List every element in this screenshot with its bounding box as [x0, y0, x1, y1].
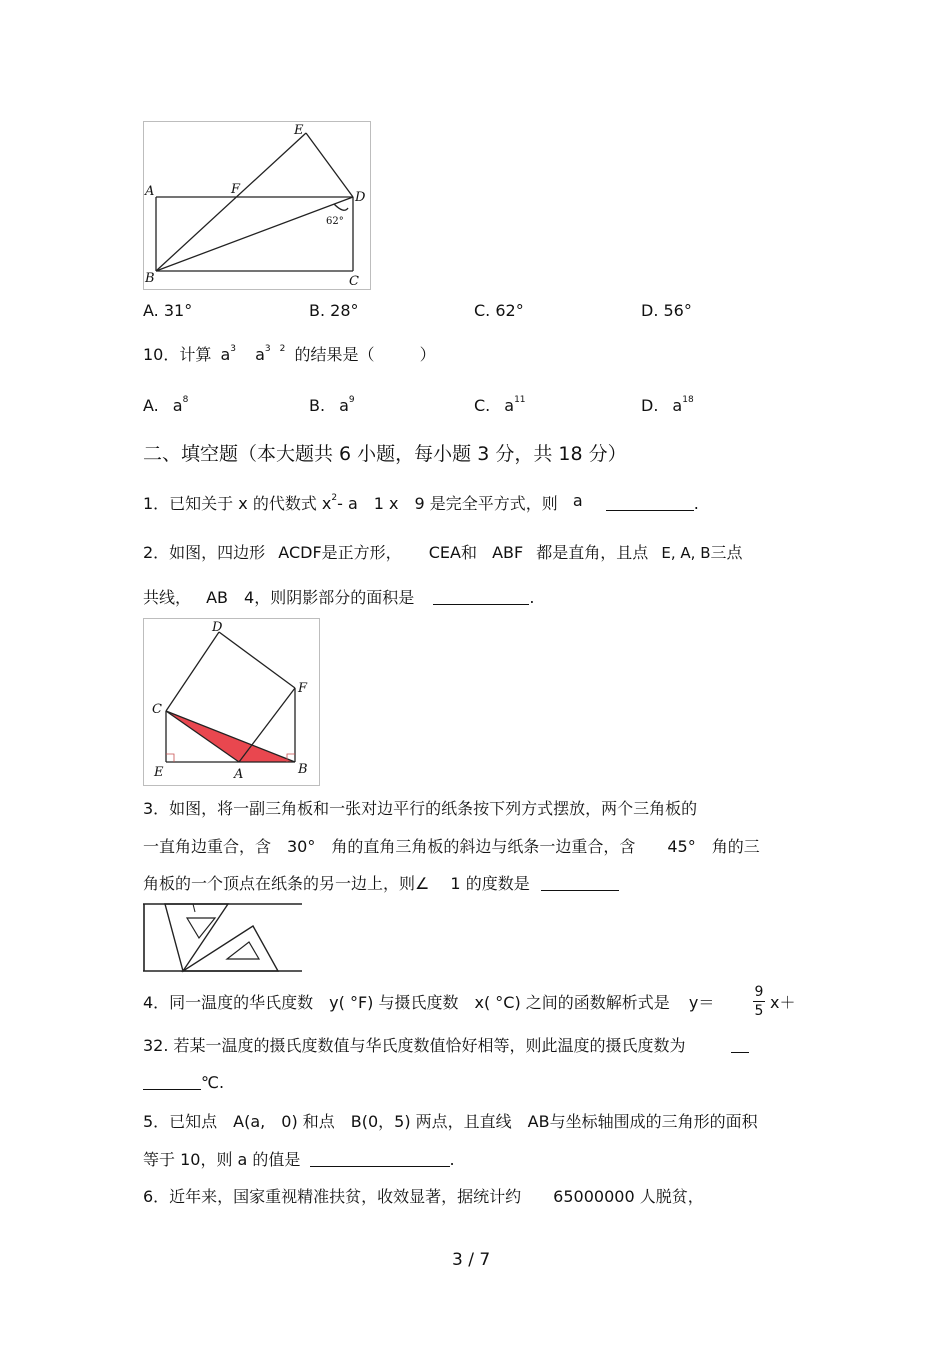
label-D: D	[212, 620, 223, 635]
q10-option-d: D. $a^{18}$	[641, 395, 694, 415]
figure-rectangle-triangle	[143, 121, 371, 290]
triangle-30	[165, 904, 228, 971]
q10-stem: 10．计算 $a^3$ $a^3$ $^2$ 的结果是（ ）	[143, 344, 436, 364]
page-number: 3 / 7	[452, 1250, 491, 1270]
label-A: A	[234, 767, 244, 782]
line-ED	[306, 133, 353, 197]
q9-option-a: A. 31°	[143, 301, 193, 320]
fill-question-4-line2: 32. 若某一温度的摄氏度数值与华氏度数值恰好相等，则此温度的摄氏度数为	[143, 1038, 749, 1054]
fill-question-4-tail: x＋	[770, 993, 796, 1012]
fill-question-3-line2: 一直角边重合，含 30° 角的直角三角板的斜边与纸条一边重合，含 45° 角的三	[143, 837, 760, 856]
label-B: B	[145, 271, 155, 286]
fill-question-1: 1．已知关于 x 的代数式 $x^2-$ a 1 x 9 是完全平方式，则 a .	[143, 491, 699, 513]
section-heading: 二、填空题（本大题共 6 小题，每小题 3 分，共 18 分）	[143, 443, 627, 465]
triangle-45-hole	[227, 942, 259, 959]
fill-question-2-line1: 2．如图，四边形 ACDF是正方形， CEA和 ABF 都是直角，且点 E, A, B三点	[143, 543, 743, 562]
q10-option-b: B. $a^9$	[309, 395, 355, 415]
label-D: D	[355, 190, 366, 205]
q10-option-c: C. $a^{11}$	[474, 395, 526, 415]
fill-question-4-line3: ℃.	[143, 1075, 224, 1091]
fill-question-6-line1: 6．近年来，国家重视精准扶贫，收效显著，据统计约 65000000 人脱贫，	[143, 1187, 704, 1206]
label-A: A	[145, 184, 155, 199]
fill-question-3-line3: 角板的一个顶点在纸条的另一边上，则∠ 1 的度数是	[143, 876, 619, 892]
fill-question-3-line1: 3．如图，将一副三角板和一张对边平行的纸条按下列方式摆放，两个三角板的	[143, 799, 698, 818]
q9-option-c: C. 62°	[474, 301, 524, 320]
q10-option-a: A. $a^8$	[143, 395, 189, 415]
label-F: F	[231, 182, 241, 197]
q9-option-b: B. 28°	[309, 301, 359, 320]
vertex-mark	[193, 904, 195, 912]
fill-question-4-line1: 4．同一温度的华氏度数 y( °F) 与摄氏度数 x( °C) 之间的函数解析式是 y＝	[143, 993, 715, 1012]
figure-triangle-rulers	[143, 902, 302, 973]
line-CD	[166, 632, 219, 711]
q9-option-d: D. 56°	[641, 301, 692, 320]
fill-question-2-line2: 共线， AB 4，则阴影部分的面积是 .	[143, 588, 535, 607]
triangle-30-hole	[187, 918, 215, 938]
label-F: F	[298, 681, 308, 696]
fill-question-5-line2: 等于 10，则 a 的值是 .	[143, 1150, 455, 1169]
label-C: C	[349, 274, 359, 289]
figure-square-shaded	[143, 618, 320, 786]
label-B: B	[298, 762, 308, 777]
line-BD	[156, 197, 353, 271]
triangle-45	[183, 926, 278, 971]
label-E: E	[154, 765, 164, 780]
right-angle-E	[166, 754, 174, 762]
line-BE	[156, 133, 306, 271]
fill-question-5-line1: 5．已知点 A(a, 0) 和点 B(0，5) 两点，且直线 AB与坐标轴围成的三角形的面积	[143, 1112, 758, 1131]
label-E: E	[294, 123, 304, 138]
line-DF	[219, 632, 295, 688]
label-C: C	[152, 702, 162, 717]
fraction-9-5: 9 5	[754, 984, 764, 1019]
label-angle-62: 62°	[326, 216, 344, 227]
angle-arc	[334, 204, 348, 210]
